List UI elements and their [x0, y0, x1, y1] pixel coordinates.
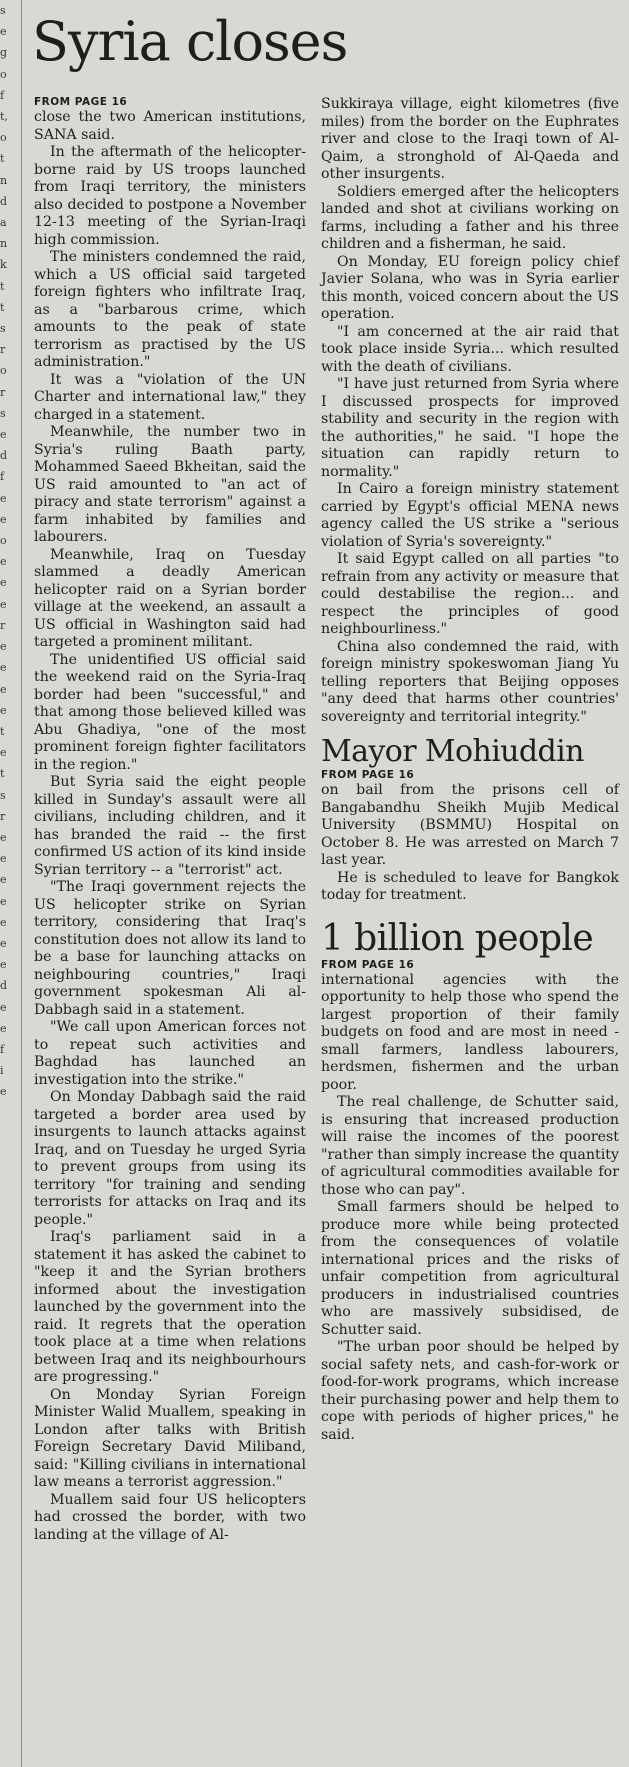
previous-column-fragment: d [0, 449, 8, 463]
previous-column-fragment: e [0, 894, 7, 908]
paragraph: Small farmers should be helped to produce more while being protected from the consequences of volatile international prices and the risks of unfair competition from agricultural producers in industrialised countries who are massively subsidised, de Schutter said. [321, 1199, 619, 1338]
previous-column-fragment: e [0, 703, 7, 717]
previous-column-fragment: r [0, 385, 6, 399]
paragraph: Iraq's parliament said in a statement it has asked the cabinet to "keep it and the Syrian brothers informed about the investigation launched by the government into the raid. It regrets that the operation took place at a time when relations between Iraq and its neighbourhours are progressing." [34, 1229, 306, 1385]
previous-column-fragment: n [0, 173, 8, 187]
previous-column-fragment: s [0, 4, 6, 17]
previous-column-fragment: e [0, 512, 7, 526]
column-rule [21, 0, 22, 1767]
previous-column-fragment: s [0, 788, 6, 802]
paragraph: on bail from the prisons cell of Bangabandhu Sheikh Mujib Medical University (BSMMU) Hospital on October 8. He was arrested on March 7 last year. [321, 782, 619, 868]
previous-column-fragment: e [0, 873, 7, 887]
paragraph: It said Egypt called on all parties "to refrain from any activity or measure that could destabilise the region... and respect the principles of good neighbourliness." [321, 551, 619, 637]
previous-column-fragment: g [0, 46, 8, 60]
previous-column-fragment: a [0, 216, 7, 230]
previous-column-fragment: o [0, 67, 7, 81]
previous-column-fragment: n [0, 237, 8, 251]
paragraph: "I am concerned at the air raid that took place inside Syria... which resulted with the death of civilians. [321, 323, 619, 375]
article-column-1 [34, 96, 306, 1544]
previous-column-fragment: d [0, 979, 8, 993]
previous-column-fragment: r [0, 809, 6, 823]
paragraph: The real challenge, de Schutter said, is ensuring that increased production will raise the incomes of the poorest "rather than simply increase the quantity of agricultural commodities available for those who can pay". [321, 1094, 619, 1198]
previous-column-fragment: t [0, 279, 5, 293]
previous-column-fragment: e [0, 597, 7, 611]
previous-column-fragment: s [0, 406, 6, 420]
paragraph: The unidentified US official said the weekend raid on the Syria-Iraq border had been "successful," and that among those believed killed was Abu Ghadiya, "one of the most prominent foreign fighter facilitators in the region." [34, 651, 306, 773]
previous-column-fragment: e [0, 1000, 7, 1014]
from-page-label: FROM PAGE 16 [34, 96, 128, 108]
from-page-label: FROM PAGE 16 [321, 769, 415, 781]
previous-column-fragment: d [0, 194, 8, 208]
previous-column-fragment: o [0, 534, 7, 548]
previous-column-fragment: e [0, 576, 7, 590]
previous-column-fragment: e [0, 958, 7, 972]
previous-column-fragment: t [0, 767, 5, 781]
paragraph: "I have just returned from Syria where I discussed prospects for improved stability and security in the region with the authorities," he said. "I hope the situation can rapidly return to normality." [321, 376, 619, 480]
previous-column-fragment: e [0, 852, 7, 866]
previous-column-fragment: e [0, 491, 7, 505]
article-headline-syria-closes: Syria closes [32, 10, 348, 73]
previous-column-fragment: f [0, 470, 5, 484]
paragraph: On Monday Syrian Foreign Minister Walid Muallem, speaking in London after talks with British Foreign Secretary David Miliband, said: "Killing civilians in international law means a terrorist aggression." [34, 1386, 306, 1490]
previous-column-fragment: e [0, 1021, 7, 1035]
previous-column-fragment: e [0, 555, 7, 569]
previous-column-fragment: t [0, 152, 5, 166]
previous-column-fragment: e [0, 746, 7, 760]
paragraph: close the two American institutions, SANA said. [34, 109, 306, 143]
paragraph: Muallem said four US helicopters had crossed the border, with two landing at the village of Al- [34, 1491, 306, 1543]
article-column-2 [321, 96, 619, 1444]
previous-column-fragments [0, 0, 20, 1767]
paragraph: The ministers condemned the raid, which a US official said targeted foreign fighters who infiltrate Iraq, as a "barbarous crime, which amounts to the peak of state terrorism as practised by the US administration." [34, 249, 306, 370]
previous-column-fragment: e [0, 915, 7, 929]
paragraph: Sukkiraya village, eight kilometres (five miles) from the border on the Euphrates river and close to the Iraqi town of Al-Qaim, a stronghold of Al-Qaeda and other insurgents. [321, 96, 619, 182]
previous-column-fragment: r [0, 343, 6, 357]
previous-column-fragment: f [0, 88, 5, 102]
previous-column-fragment: e [0, 1085, 7, 1099]
paragraph: Meanwhile, the number two in Syria's ruling Baath party, Mohammed Saeed Bkheitan, said the US raid amounted to "an act of piracy and state terrorism" against a farm inhabited by families and labourers. [34, 424, 306, 545]
previous-column-fragment: e [0, 661, 7, 675]
previous-column-fragment: e [0, 428, 7, 442]
previous-column-fragment: o [0, 364, 7, 378]
paragraph: In the aftermath of the helicopter-borne raid by US troops launched from Iraqi territory, the ministers also decided to postpone a November 12-13 meeting of the Syrian-Iraqi high commission. [34, 144, 306, 248]
previous-column-fragment: e [0, 640, 7, 654]
previous-column-fragment: t, [0, 110, 8, 124]
paragraph: But Syria said the eight people killed in Sunday's assault were all civilians, including children, and it has branded the raid -- the first confirmed US action of its kind inside Syrian territory -- a "terrorist" act. [34, 774, 306, 878]
previous-column-fragment: e [0, 682, 7, 696]
previous-column-fragment: t [0, 300, 5, 314]
paragraph: international agencies with the opportunity to help those who spend the largest proportion of their family budgets on food and are most in need - small farmers, landless labourers, herdsmen, fishermen and the urban poor. [321, 971, 619, 1093]
previous-column-fragment: e [0, 25, 7, 39]
paragraph: Soldiers emerged after the helicopters landed and shot at civilians working on farms, including a father and his three children and a fisherman, he said. [321, 183, 619, 252]
previous-column-fragment: e [0, 830, 7, 844]
paragraph: It was a "violation of the UN Charter and international law," they charged in a statement. [34, 371, 306, 423]
paragraph: "The Iraqi government rejects the US helicopter strike on Syrian territory, considering that Iraq's constitution does not allow its land to be a base for launching attacks on neighbouring countries," Iraqi government spokesman Ali al-Dabbagh said in a statement. [34, 879, 306, 1018]
paragraph: China also condemned the raid, with foreign ministry spokeswoman Jiang Yu telling reporters that Beijing opposes "any deed that harms other countries' sovereignty and territorial integrity." [321, 638, 619, 725]
paragraph: Meanwhile, Iraq on Tuesday slammed a deadly American helicopter raid on a Syrian border village at the weekend, an assault a US official in Washington said had targeted a prominent militant. [34, 546, 306, 650]
previous-column-fragment: k [0, 258, 7, 272]
paragraph: On Monday Dabbagh said the raid targeted a border area used by insurgents to launch attacks against Iraq, and on Tuesday he urged Syria to prevent groups from using its territory "for training and sending terrorists for attacks on Iraq and its people." [34, 1089, 306, 1228]
previous-column-fragment: r [0, 618, 6, 632]
previous-column-fragment: i [0, 1064, 4, 1078]
article-headline-mayor-mohiuddin: Mayor Mohiuddin [321, 734, 584, 769]
previous-column-fragment: o [0, 131, 7, 145]
previous-column-fragment: t [0, 724, 5, 738]
previous-column-fragment: f [0, 1042, 5, 1056]
previous-column-fragment: s [0, 322, 6, 336]
paragraph: On Monday, EU foreign policy chief Javier Solana, who was in Syria earlier this month, voiced concern about the US operation. [321, 253, 619, 322]
from-page-label: FROM PAGE 16 [321, 958, 415, 971]
article-headline-1-billion-people: 1 billion people [321, 917, 594, 959]
previous-column-fragment: e [0, 936, 7, 950]
paragraph: "We call upon American forces not to repeat such activities and Baghdad has launched an investigation into the strike." [34, 1019, 306, 1088]
paragraph: In Cairo a foreign ministry statement carried by Egypt's official MENA news agency called the US strike a "serious violation of Syria's sovereignty." [321, 481, 619, 550]
paragraph: "The urban poor should be helped by social safety nets, and cash-for-work or food-for-work programs, which increase their purchasing power and help them to cope with periods of higher prices," he said. [321, 1339, 619, 1443]
paragraph: He is scheduled to leave for Bangkok today for treatment. [321, 869, 619, 903]
